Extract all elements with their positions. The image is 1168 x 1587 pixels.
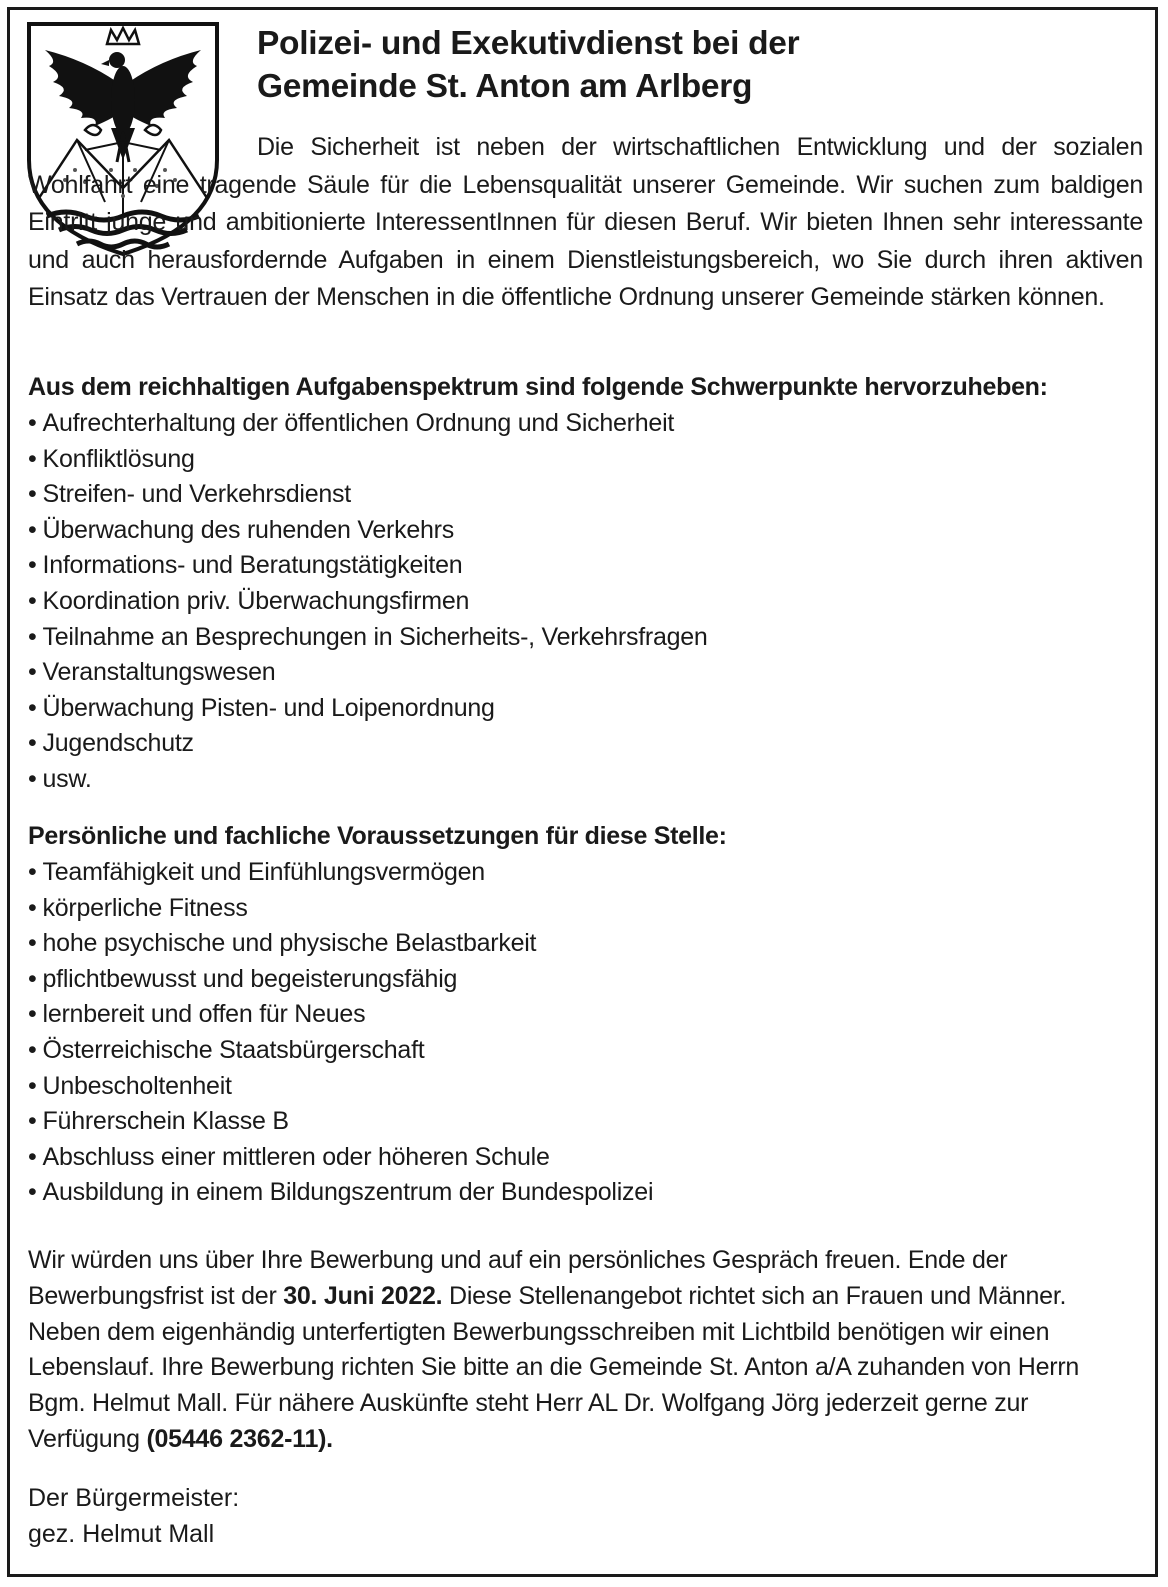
signature-role: Der Bürgermeister: [28,1484,240,1512]
closing-text-2: Diese Stellenangebot richtet sich an Frauen und Männer. Neben dem eigenhändig unterfertigten Bewerbungsschreiben mit Lichtbild benötigen wir einen Lebenslauf. Ihre Bewerbung richten Sie bitte an die Gemeinde St. Anton a/A zuhanden von Herrn Bgm. Helmut Mall. Für nähere Auskünfte steht Herr AL Dr. Wolfgang Jörg jederzeit gerne zur Verfügung [28,1281,1080,1453]
list-item: • Streifen- und Verkehrsdienst [28,477,1143,513]
list-item: • hohe psychische und physische Belastbarkeit [28,926,1143,962]
requirements-heading: Persönliche und fachliche Voraussetzungen für diese Stelle: [28,822,727,850]
list-item: • Überwachung Pisten- und Loipenordnung [28,691,1143,727]
closing-paragraph [28,1243,1143,1458]
list-item: • Teilnahme an Besprechungen in Sicherheits-, Verkehrsfragen [28,620,1143,656]
tasks-list [28,406,1143,798]
list-item: • Aufrechterhaltung der öffentlichen Ordnung und Sicherheit [28,406,1143,442]
tasks-heading: Aus dem reichhaltigen Aufgabenspektrum sind folgende Schwerpunkte hervorzuheben: [28,373,1048,401]
closing-text-1: Wir würden uns über Ihre Bewerbung und auf ein persönliches Gespräch freuen. Ende der Bewerbungsfrist ist der [28,1246,1008,1310]
contact-phone: (05446 2362-11). [146,1424,333,1453]
list-item: • Informations- und Beratungstätigkeiten [28,548,1143,584]
list-item: • Unbescholtenheit [28,1069,1143,1105]
title-line-1: Polizei- und Exekutivdienst bei der [257,25,800,62]
page-title [257,22,1137,108]
list-item: • Teamfähigkeit und Einfühlungsvermögen [28,855,1143,891]
title-line-2: Gemeinde St. Anton am Arlberg [257,68,753,105]
list-item: • Jugendschutz [28,726,1143,762]
list-item: • Veranstaltungswesen [28,655,1143,691]
list-item: • Österreichische Staatsbürgerschaft [28,1033,1143,1069]
list-item: • Führerschein Klasse B [28,1104,1143,1140]
requirements-section [28,818,1143,1211]
intro-paragraph: Die Sicherheit ist neben der wirtschaftlichen Entwicklung und der sozialen Wohlfahrt eine tragende Säule für die Lebensqualität unserer Gemeinde. Wir suchen zum baldigen Eintritt junge und ambitionierte InteressentInnen für diesen Beruf. Wir bieten Ihnen sehr interessante und auch herausfordernde Aufgaben in einem Dienstleistungsbereich, wo Sie durch ihren aktiven Einsatz das Vertrauen der Menschen in die öffentliche Ordnung unserer Gemeinde stärken können. [28,133,1143,311]
list-item: • lernbereit und offen für Neues [28,997,1143,1033]
list-item: • Ausbildung in einem Bildungszentrum der Bundespolizei [28,1175,1143,1211]
signature-name: gez. Helmut Mall [28,1520,215,1548]
list-item: • Koordination priv. Überwachungsfirmen [28,584,1143,620]
tasks-section [28,369,1143,798]
list-item: • Konfliktlösung [28,442,1143,478]
job-advertisement [7,7,1158,1577]
list-item: • pflichtbewusst und begeisterungsfähig [28,962,1143,998]
list-item: • körperliche Fitness [28,891,1143,927]
signature-block [28,1480,239,1552]
list-item: • Überwachung des ruhenden Verkehrs [28,513,1143,549]
requirements-list [28,855,1143,1211]
list-item: • Abschluss einer mittleren oder höheren Schule [28,1140,1143,1176]
deadline-date: 30. Juni 2022. [283,1281,443,1310]
list-item: • usw. [28,762,1143,798]
